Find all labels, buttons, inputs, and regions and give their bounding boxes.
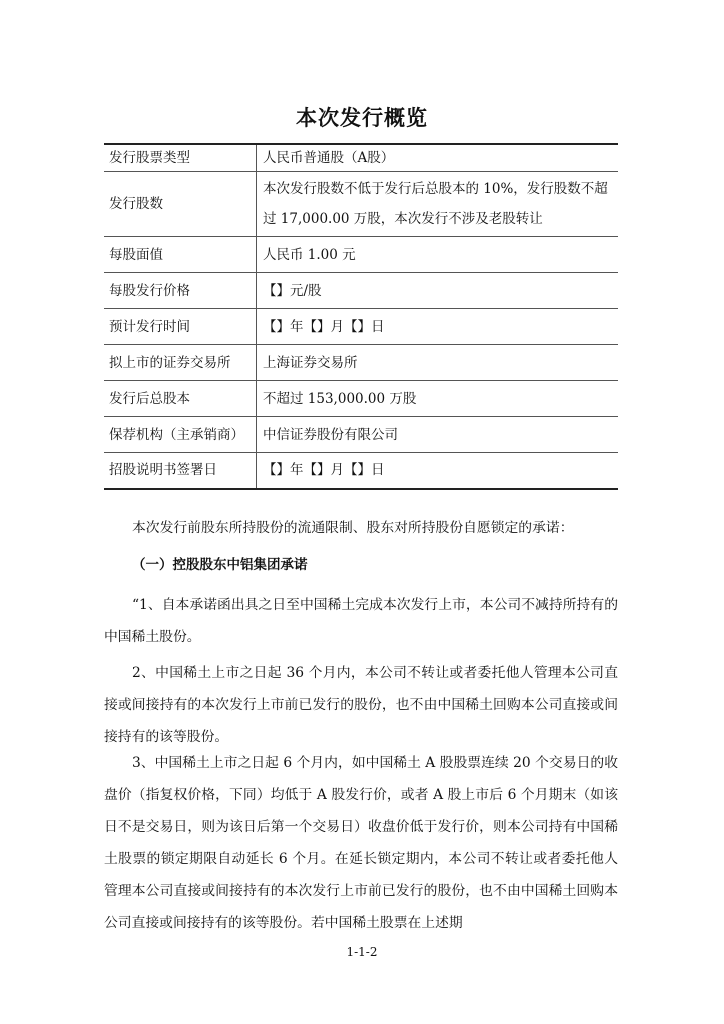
section-heading: （一）控股股东中铝集团承诺 — [132, 557, 308, 573]
row-label: 每股面值 — [104, 237, 257, 273]
row-value: 上海证券交易所 — [263, 354, 358, 371]
table-row — [104, 172, 618, 237]
row-label: 预计发行时间 — [104, 309, 257, 345]
table-row — [104, 144, 618, 172]
offering-overview-table — [104, 143, 618, 490]
row-label: 发行股数 — [104, 172, 257, 237]
table-row — [104, 417, 618, 453]
table-row — [104, 381, 618, 417]
row-label: 保荐机构（主承销商） — [104, 417, 257, 453]
page-number: 1-1-2 — [346, 945, 378, 959]
row-value: 人民币 1.00 元 — [263, 246, 356, 263]
table-row — [104, 309, 618, 345]
row-label: 招股说明书签署日 — [104, 453, 257, 489]
intro-paragraph: 本次发行前股东所持股份的流通限制、股东对所持股份自愿锁定的承诺： — [132, 520, 574, 536]
row-label: 每股发行价格 — [104, 273, 257, 309]
row-value: 本次发行股数不低于发行后总股本的 10%，发行股数不超过 17,000.00 万股，本次发行不涉及老股转让 — [263, 181, 608, 227]
row-value: 中信证券股份有限公司 — [263, 426, 398, 443]
table-row — [104, 237, 618, 273]
commitment-paragraph-2: 2、中国稀土上市之日起 36 个月内，本公司不转让或者委托他人管理本公司直接或间接持有的本次发行上市前已发行的股份，也不由中国稀土回购本公司直接或间接持有的该等股份。 — [104, 665, 618, 745]
commitment-paragraph-1: “1、自本承诺函出具之日至中国稀土完成本次发行上市，本公司不减持所持有的中国稀土股份。 — [104, 597, 618, 645]
table-row — [104, 273, 618, 309]
table-row — [104, 453, 618, 489]
commitment-paragraph-3: 3、中国稀土上市之日起 6 个月内，如中国稀土 A 股股票连续 20 个交易日的收盘价（指复权价格，下同）均低于 A 股发行价，或者 A 股上市后 6 个月期末（如该日不是交易日，则为该日后第一个交易日）收盘价低于发行价，则本公司持有中国稀土股票的锁定期限自动延长 6 个月。在延长锁定期内，本公司不转让或者委托他人管理本公司直接或间接持有的本次发行上市前已发行的股份，也不由中国稀土回购本公司直接或间接持有的该等股份。若中国稀土股票在上述期 — [104, 755, 618, 931]
row-value: 不超过 153,000.00 万股 — [263, 390, 417, 407]
row-value: 人民币普通股（A股） — [263, 150, 395, 166]
row-value: 【】元/股 — [263, 282, 322, 299]
row-label: 发行后总股本 — [104, 381, 257, 417]
row-label: 拟上市的证券交易所 — [104, 345, 257, 381]
page-title: 本次发行概览 — [296, 106, 428, 130]
row-value: 【】年【】月【】日 — [263, 462, 385, 479]
row-value: 【】年【】月【】日 — [263, 318, 385, 335]
row-label: 发行股票类型 — [104, 144, 257, 172]
table-row — [104, 345, 618, 381]
